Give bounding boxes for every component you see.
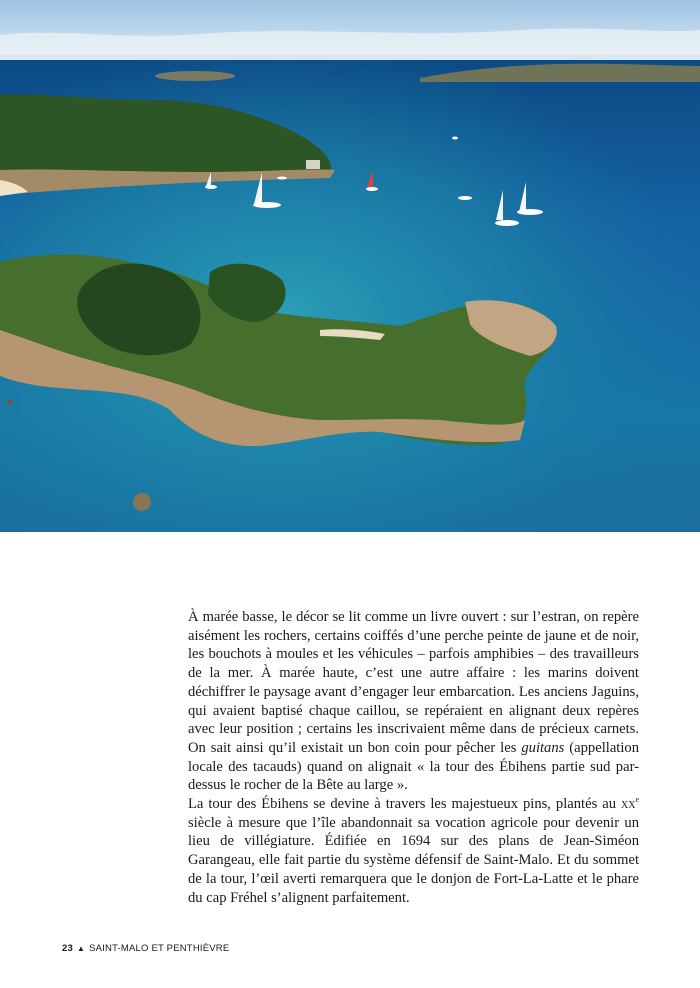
paragraph-tides-part2: (appellation locale des tacauds) quand on alignait « la tour des Ébihens partie sud par-dessus le rocher de la Bête au large ». [188,739,639,794]
century-superscript: e [635,795,639,805]
paragraph-tower-part2: siècle à mesure que l’île abandonnait sa vocation agricole pour devenir un lieu de villégiature. Édifiée en 1694 sur des plans de Jean-Siméon Garangeau, elle fait partie du système défensif de Saint-Malo. Et du sommet de la tour, l’œil averti remarquera que le donjon de Fort-La-Latte et le phare du cap Fréhel s’alignent parfaitement. [188,814,639,906]
triangle-icon: ▲ [76,944,86,953]
page-number: 23 [62,943,73,954]
paragraph-tower [188,795,639,907]
page-footer [62,943,229,954]
century-numeral: xx [620,796,636,813]
paragraph-tides [188,608,639,795]
guitans-term: guitans [521,739,565,756]
paragraph-tower-part1: La tour des Ébihens se devine à travers les majestueux pins, plantés au [188,796,621,813]
body-text [188,608,639,907]
paragraph-tides-part1: À marée basse, le décor se lit comme un livre ouvert : sur l’estran, on repère aisément les rochers, certains coiffés d’une perche peinte de jaune et de noir, les bouchots à moules et les véhicules – parfois amphibies – des travailleurs de la mer. À marée haute, c’est une autre affaire : les marins doivent déchiffrer le paysage avant d’engager leur embarcation. Les anciens Jaguins, qui avaient baptisé chaque caillou, se repéraient en alignant deux repères avec leur position ; certains les inscrivaient même dans de précieux carnets. On sait ainsi qu’il existait un bon coin pour pêcher les [188,609,639,756]
running-section-title: SAINT-MALO ET PENTHIÈVRE [89,943,230,954]
